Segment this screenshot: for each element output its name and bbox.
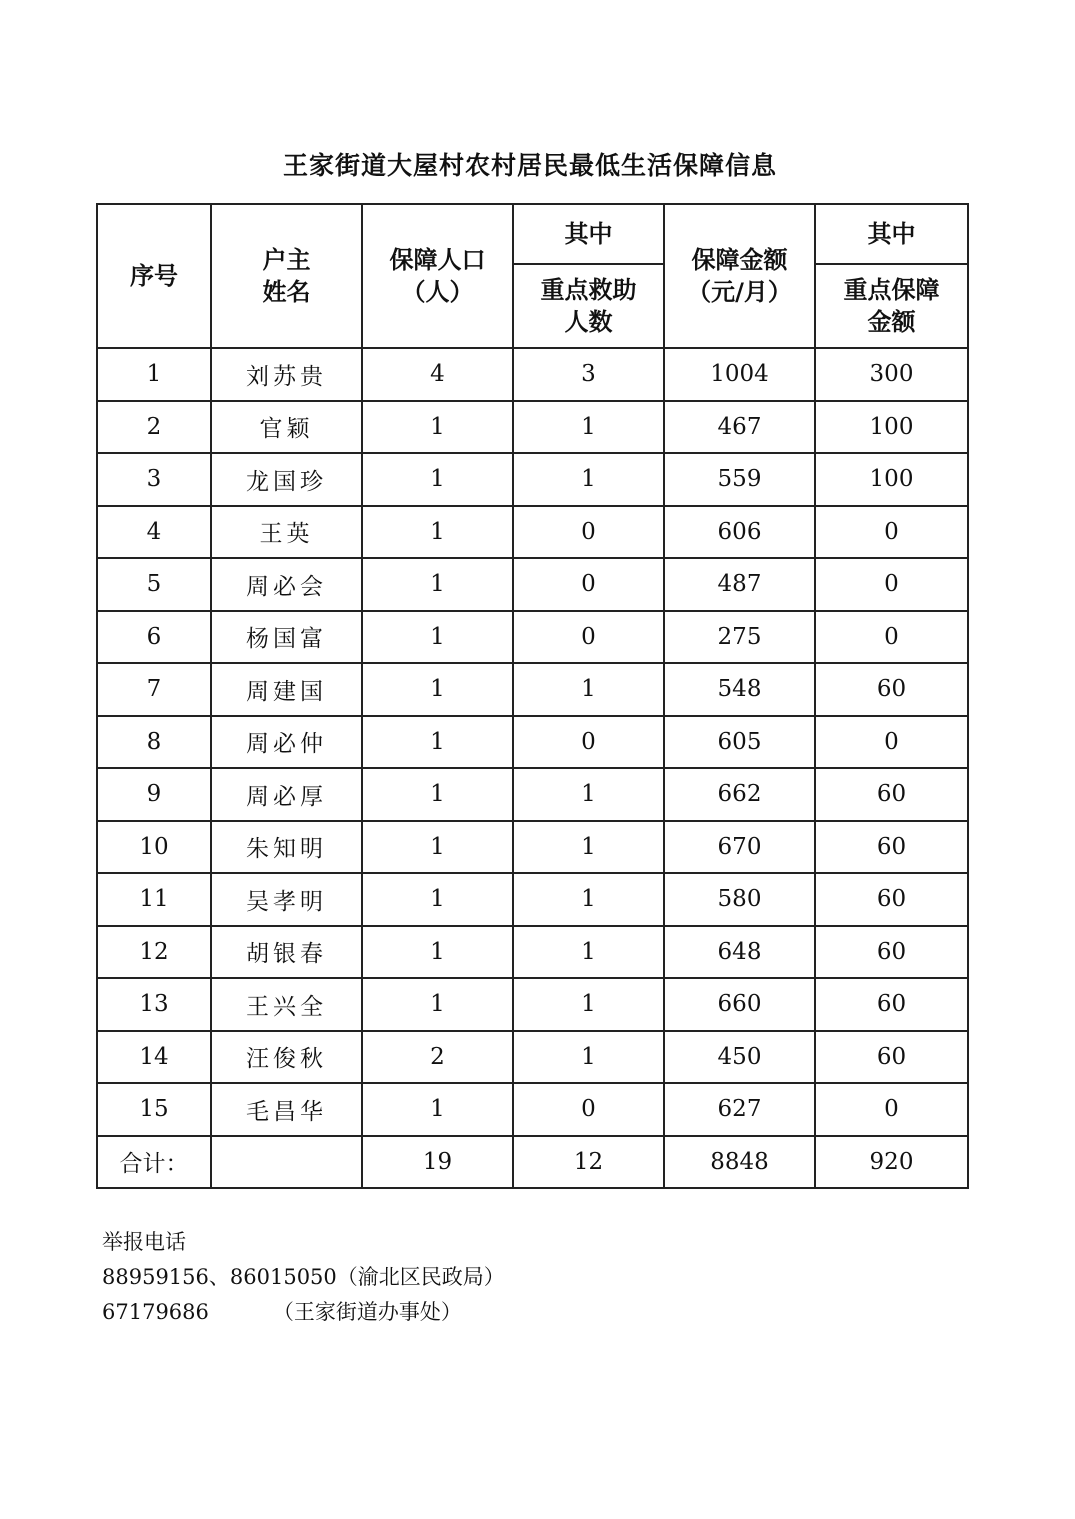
- cell-population: 1: [362, 873, 513, 926]
- table-row: [97, 873, 968, 926]
- cell-key-amount: 0: [815, 611, 968, 664]
- cell-population: 1: [362, 978, 513, 1031]
- table-row: [97, 821, 968, 874]
- cell-key-count: 3: [513, 348, 664, 401]
- cell-amount: 627: [664, 1083, 815, 1136]
- header-seq: 序号: [97, 204, 211, 348]
- assistance-table: [96, 203, 969, 1189]
- header-key-amount: 重点保障 金额: [815, 264, 968, 348]
- cell-seq: 2: [97, 401, 211, 454]
- cell-name: 毛昌华: [211, 1083, 362, 1136]
- cell-key-count: 0: [513, 506, 664, 559]
- table-row: [97, 663, 968, 716]
- cell-population: 1: [362, 1083, 513, 1136]
- cell-amount: 605: [664, 716, 815, 769]
- cell-key-count: 1: [513, 768, 664, 821]
- table-row: [97, 978, 968, 1031]
- total-population: 19: [362, 1136, 513, 1189]
- org-2: （王家街道办事处）: [272, 1300, 462, 1324]
- cell-population: 1: [362, 663, 513, 716]
- cell-name: 周必仲: [211, 716, 362, 769]
- cell-amount: 660: [664, 978, 815, 1031]
- cell-population: 1: [362, 821, 513, 874]
- table-row: [97, 401, 968, 454]
- cell-amount: 487: [664, 558, 815, 611]
- cell-seq: 1: [97, 348, 211, 401]
- cell-name: 周必厚: [211, 768, 362, 821]
- cell-amount: 648: [664, 926, 815, 979]
- cell-population: 1: [362, 926, 513, 979]
- total-amount: 8848: [664, 1136, 815, 1189]
- cell-amount: 559: [664, 453, 815, 506]
- cell-name: 龙国珍: [211, 453, 362, 506]
- cell-name: 朱知明: [211, 821, 362, 874]
- cell-seq: 8: [97, 716, 211, 769]
- cell-population: 1: [362, 506, 513, 559]
- cell-name: 官颖: [211, 401, 362, 454]
- cell-name: 胡银春: [211, 926, 362, 979]
- cell-population: 1: [362, 716, 513, 769]
- table-row: [97, 1031, 968, 1084]
- total-key-count: 12: [513, 1136, 664, 1189]
- table-row: [97, 926, 968, 979]
- cell-amount: 548: [664, 663, 815, 716]
- cell-name: 刘苏贵: [211, 348, 362, 401]
- cell-name: 汪俊秋: [211, 1031, 362, 1084]
- cell-population: 4: [362, 348, 513, 401]
- cell-key-count: 1: [513, 401, 664, 454]
- cell-seq: 14: [97, 1031, 211, 1084]
- cell-seq: 10: [97, 821, 211, 874]
- cell-name: 周建国: [211, 663, 362, 716]
- cell-key-amount: 60: [815, 978, 968, 1031]
- cell-population: 2: [362, 1031, 513, 1084]
- page-title: 王家街道大屋村农村居民最低生活保障信息: [282, 151, 777, 180]
- cell-amount: 662: [664, 768, 815, 821]
- cell-key-amount: 0: [815, 716, 968, 769]
- cell-key-count: 0: [513, 611, 664, 664]
- cell-name: 王兴全: [211, 978, 362, 1031]
- table-row: [97, 558, 968, 611]
- table-row: [97, 1083, 968, 1136]
- cell-seq: 9: [97, 768, 211, 821]
- cell-name: 吴孝明: [211, 873, 362, 926]
- cell-key-count: 1: [513, 821, 664, 874]
- cell-seq: 12: [97, 926, 211, 979]
- cell-population: 1: [362, 453, 513, 506]
- cell-amount: 450: [664, 1031, 815, 1084]
- table-row: [97, 768, 968, 821]
- table-row: [97, 506, 968, 559]
- header-key-count: 重点救助 人数: [513, 264, 664, 348]
- cell-key-amount: 60: [815, 873, 968, 926]
- total-key-amount: 920: [815, 1136, 968, 1189]
- cell-key-count: 1: [513, 453, 664, 506]
- cell-seq: 11: [97, 873, 211, 926]
- phone-numbers-1: 88959156、86015050: [102, 1265, 337, 1289]
- report-contacts: [102, 1225, 505, 1330]
- cell-population: 1: [362, 768, 513, 821]
- header-group-2: 其中: [815, 204, 968, 264]
- cell-amount: 467: [664, 401, 815, 454]
- total-label: 合计：: [97, 1136, 211, 1189]
- cell-seq: 4: [97, 506, 211, 559]
- cell-key-count: 1: [513, 926, 664, 979]
- cell-seq: 15: [97, 1083, 211, 1136]
- cell-key-count: 1: [513, 978, 664, 1031]
- report-line-2: [102, 1295, 505, 1330]
- cell-key-count: 1: [513, 1031, 664, 1084]
- header-population: 保障人口 （人）: [362, 204, 513, 348]
- cell-population: 1: [362, 611, 513, 664]
- table-row: [97, 611, 968, 664]
- cell-seq: 13: [97, 978, 211, 1031]
- table-row: [97, 348, 968, 401]
- cell-key-amount: 60: [815, 821, 968, 874]
- report-line-1: [102, 1260, 505, 1295]
- cell-name: 王英: [211, 506, 362, 559]
- cell-key-amount: 300: [815, 348, 968, 401]
- cell-key-amount: 100: [815, 453, 968, 506]
- table-row: [97, 453, 968, 506]
- header-name: 户主 姓名: [211, 204, 362, 348]
- cell-seq: 3: [97, 453, 211, 506]
- cell-amount: 606: [664, 506, 815, 559]
- phone-number-2: 67179686: [102, 1300, 209, 1324]
- total-name: [211, 1136, 362, 1189]
- cell-key-count: 1: [513, 873, 664, 926]
- cell-population: 1: [362, 401, 513, 454]
- cell-key-amount: 60: [815, 768, 968, 821]
- cell-key-amount: 60: [815, 663, 968, 716]
- cell-seq: 7: [97, 663, 211, 716]
- cell-key-amount: 0: [815, 506, 968, 559]
- cell-name: 杨国富: [211, 611, 362, 664]
- cell-key-count: 1: [513, 663, 664, 716]
- cell-amount: 275: [664, 611, 815, 664]
- cell-amount: 670: [664, 821, 815, 874]
- cell-seq: 5: [97, 558, 211, 611]
- cell-amount: 580: [664, 873, 815, 926]
- header-group-1: 其中: [513, 204, 664, 264]
- table-row: [97, 716, 968, 769]
- org-1: （渝北区民政局）: [336, 1265, 505, 1289]
- cell-amount: 1004: [664, 348, 815, 401]
- report-heading: 举报电话: [102, 1230, 186, 1254]
- header-amount: 保障金额 （元/月）: [664, 204, 815, 348]
- cell-name: 周必会: [211, 558, 362, 611]
- total-row: [97, 1136, 968, 1189]
- cell-key-amount: 60: [815, 1031, 968, 1084]
- cell-key-count: 0: [513, 716, 664, 769]
- cell-key-count: 0: [513, 1083, 664, 1136]
- cell-key-amount: 0: [815, 558, 968, 611]
- cell-key-amount: 0: [815, 1083, 968, 1136]
- cell-seq: 6: [97, 611, 211, 664]
- cell-population: 1: [362, 558, 513, 611]
- cell-key-count: 0: [513, 558, 664, 611]
- cell-key-amount: 100: [815, 401, 968, 454]
- cell-key-amount: 60: [815, 926, 968, 979]
